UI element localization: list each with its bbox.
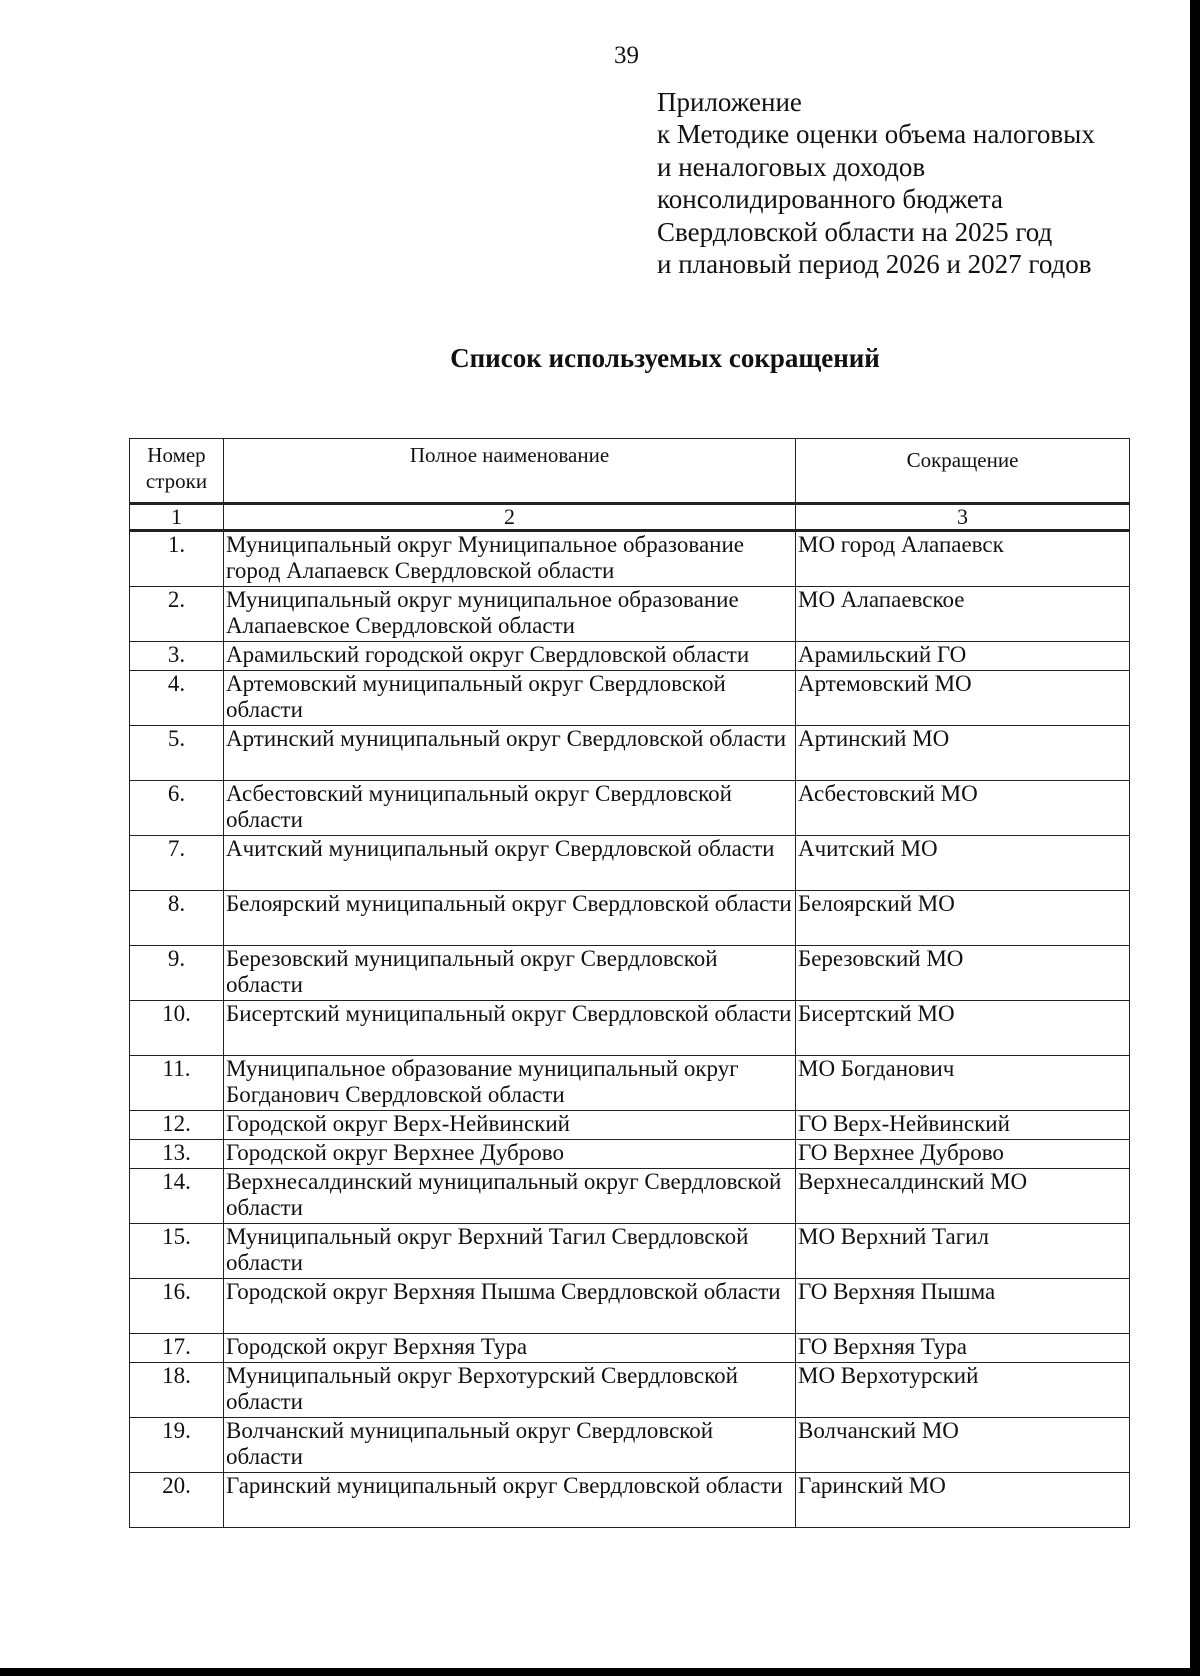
appendix-line: к Методике оценки объема налоговых (657, 119, 1095, 150)
row-abbreviation: ГО Верхняя Тура (796, 1334, 1130, 1363)
row-full-name: Городской округ Верхняя Пышма Свердловской области (224, 1279, 796, 1334)
row-full-name: Артемовский муниципальный округ Свердловской области (224, 671, 796, 726)
table-row (130, 671, 1130, 726)
row-abbreviation: МО Алапаевское (796, 587, 1130, 642)
row-full-name: Муниципальный округ муниципальное образование Алапаевское Свердловской области (224, 587, 796, 642)
table-row (130, 642, 1130, 671)
row-abbreviation: Белоярский МО (796, 891, 1130, 946)
row-number: 10. (130, 1001, 224, 1056)
row-number: 20. (130, 1473, 224, 1528)
row-number: 6. (130, 781, 224, 836)
row-full-name: Асбестовский муниципальный округ Свердловской области (224, 781, 796, 836)
row-number: 19. (130, 1418, 224, 1473)
table-row (130, 1334, 1130, 1363)
row-number: 12. (130, 1111, 224, 1140)
appendix-line: и неналоговых доходов (657, 151, 926, 182)
column-index: 3 (796, 504, 1130, 531)
row-number: 15. (130, 1224, 224, 1279)
row-abbreviation: ГО Верх-Нейвинский (796, 1111, 1130, 1140)
table-row (130, 781, 1130, 836)
row-abbreviation: Асбестовский МО (796, 781, 1130, 836)
row-full-name: Городской округ Верхняя Тура (224, 1334, 796, 1363)
appendix-line: и плановый период 2026 и 2027 годов (657, 249, 1092, 280)
row-abbreviation: МО Верхний Тагил (796, 1224, 1130, 1279)
row-full-name: Березовский муниципальный округ Свердловской области (224, 946, 796, 1001)
row-number: 2. (130, 587, 224, 642)
table-row (130, 836, 1130, 891)
row-number: 13. (130, 1140, 224, 1169)
scan-border-right (1190, 0, 1200, 1676)
row-number: 5. (130, 726, 224, 781)
column-index: 1 (130, 504, 224, 531)
table-row (130, 1473, 1130, 1528)
header-number: Номер строки (130, 439, 224, 504)
row-abbreviation: ГО Верхняя Пышма (796, 1279, 1130, 1334)
row-number: 14. (130, 1169, 224, 1224)
row-abbreviation: Березовский МО (796, 946, 1130, 1001)
table-row (130, 1140, 1130, 1169)
row-full-name: Муниципальный округ Верхотурский Свердловской области (224, 1363, 796, 1418)
row-full-name: Бисертский муниципальный округ Свердловской области (224, 1001, 796, 1056)
row-full-name: Ачитский муниципальный округ Свердловской области (224, 836, 796, 891)
table-row (130, 946, 1130, 1001)
table-row (130, 1363, 1130, 1418)
table-body (130, 439, 1130, 1528)
row-abbreviation: МО город Алапаевск (796, 531, 1130, 587)
row-number: 9. (130, 946, 224, 1001)
table-row (130, 1279, 1130, 1334)
column-index-row (130, 504, 1130, 531)
table-row (130, 587, 1130, 642)
table-row (130, 1111, 1130, 1140)
row-abbreviation: Артемовский МО (796, 671, 1130, 726)
header-row (130, 439, 1130, 504)
row-number: 7. (130, 836, 224, 891)
row-abbreviation: МО Верхотурский (796, 1363, 1130, 1418)
abbreviations-table (129, 438, 1130, 1528)
table-row (130, 726, 1130, 781)
row-number: 11. (130, 1056, 224, 1111)
row-full-name: Артинский муниципальный округ Свердловской области (224, 726, 796, 781)
row-abbreviation: МО Богданович (796, 1056, 1130, 1111)
table-row (130, 1169, 1130, 1224)
row-full-name: Городской округ Верх-Нейвинский (224, 1111, 796, 1140)
row-full-name: Белоярский муниципальный округ Свердловской области (224, 891, 796, 946)
row-full-name: Волчанский муниципальный округ Свердловской области (224, 1418, 796, 1473)
row-number: 16. (130, 1279, 224, 1334)
row-abbreviation: Артинский МО (796, 726, 1130, 781)
table-row (130, 891, 1130, 946)
appendix-note (657, 86, 1095, 280)
header-full-name: Полное наименование (224, 439, 796, 504)
table-row (130, 1001, 1130, 1056)
appendix-line: Приложение (657, 87, 802, 117)
table-row (130, 1418, 1130, 1473)
page-number: 39 (614, 42, 639, 69)
row-full-name: Муниципальный округ Верхний Тагил Свердловской области (224, 1224, 796, 1279)
row-abbreviation: Волчанский МО (796, 1418, 1130, 1473)
appendix-line: консолидированного бюджета (657, 184, 1004, 215)
table-row (130, 1056, 1130, 1111)
table-row (130, 531, 1130, 587)
row-abbreviation: ГО Верхнее Дуброво (796, 1140, 1130, 1169)
row-number: 1. (130, 531, 224, 587)
document-title: Список используемых сокращений (450, 343, 880, 373)
row-full-name: Муниципальный округ Муниципальное образование город Алапаевск Свердловской области (224, 531, 796, 587)
appendix-line: Свердловской области на 2025 год (657, 216, 1053, 247)
row-full-name: Верхнесалдинский муниципальный округ Свердловской области (224, 1169, 796, 1224)
row-number: 18. (130, 1363, 224, 1418)
row-number: 3. (130, 642, 224, 671)
header-abbreviation: Сокращение (796, 439, 1130, 504)
table-row (130, 1224, 1130, 1279)
row-full-name: Гаринский муниципальный округ Свердловской области (224, 1473, 796, 1528)
row-abbreviation: Гаринский МО (796, 1473, 1130, 1528)
row-number: 17. (130, 1334, 224, 1363)
row-full-name: Городской округ Верхнее Дуброво (224, 1140, 796, 1169)
row-abbreviation: Ачитский МО (796, 836, 1130, 891)
row-full-name: Арамильский городской округ Свердловской области (224, 642, 796, 671)
row-abbreviation: Верхнесалдинский МО (796, 1169, 1130, 1224)
row-abbreviation: Бисертский МО (796, 1001, 1130, 1056)
row-abbreviation: Арамильский ГО (796, 642, 1130, 671)
row-full-name: Муниципальное образование муниципальный округ Богданович Свердловской области (224, 1056, 796, 1111)
row-number: 4. (130, 671, 224, 726)
scan-border-bottom (0, 1668, 1200, 1676)
row-number: 8. (130, 891, 224, 946)
column-index: 2 (224, 504, 796, 531)
